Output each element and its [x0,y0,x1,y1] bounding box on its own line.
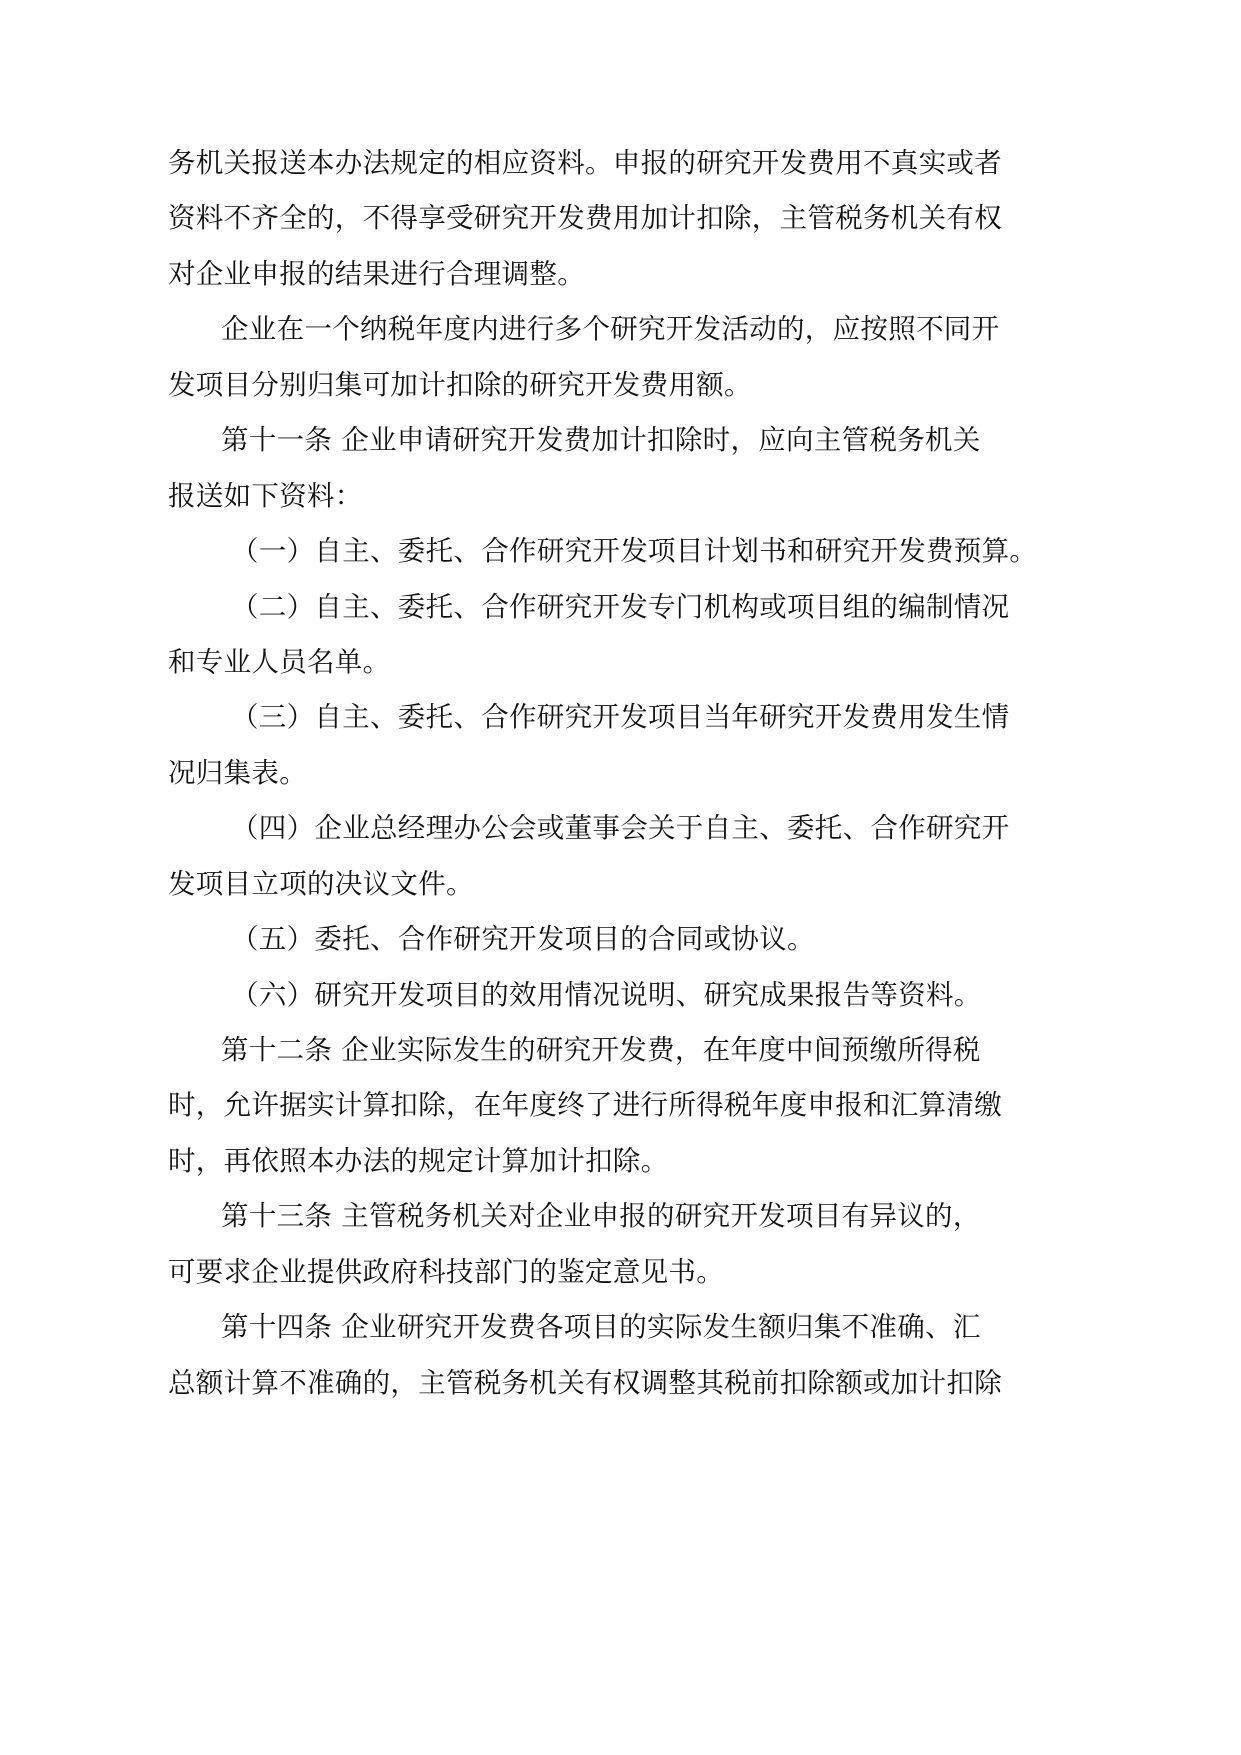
text-line: 报送如下资料： [168,479,363,512]
article-13-heading-line: 第十三条 主管税务机关对企业申报的研究开发项目有异议的， [221,1200,981,1233]
text-line: 发项目立项的决议文件。 [168,867,474,900]
list-item-5: （五）委托、合作研究开发项目的合同或协议。 [231,923,815,956]
article-12-heading-line: 第十二条 企业实际发生的研究开发费，在年度中间预缴所得税 [221,1034,981,1066]
text-line: 对企业申报的结果进行合理调整。 [168,257,585,290]
article-11-heading-line: 第十一条 企业申请研究开发费加计扣除时，应向主管税务机关 [221,424,981,457]
text-line: 和专业人员名单。 [168,645,391,678]
text-line: 可要求企业提供政府科技部门的鉴定意见书。 [168,1255,724,1288]
text-line: 资料不齐全的，不得享受研究开发费用加计扣除，主管税务机关有权 [168,202,1002,235]
text-line: 况归集表。 [168,756,307,789]
text-line: 时，允许据实计算扣除，在年度终了进行所得税年度申报和汇算清缴 [168,1089,1002,1122]
paragraph-start-line: 企业在一个纳税年度内进行多个研究开发活动的，应按照不同开 [221,313,1000,346]
text-line: 时，再依照本办法的规定计算加计扣除。 [168,1144,669,1177]
list-item-2: （二）自主、委托、合作研究开发专门机构或项目组的编制情况 [231,590,1010,623]
article-14-heading-line: 第十四条 企业研究开发费各项目的实际发生额归集不准确、汇 [221,1311,981,1344]
document-page [168,136,1038,1411]
list-item-6: （六）研究开发项目的效用情况说明、研究成果报告等资料。 [231,978,982,1011]
text-line: 务机关报送本办法规定的相应资料。申报的研究开发费用不真实或者 [168,147,1002,179]
list-item-4: （四）企业总经理办公会或董事会关于自主、委托、合作研究开 [231,812,1010,845]
list-item-3: （三）自主、委托、合作研究开发项目当年研究开发费用发生情 [231,701,1010,734]
text-line: 总额计算不准确的，主管税务机关有权调整其税前扣除额或加计扣除 [168,1366,1002,1399]
text-line: 发项目分别归集可加计扣除的研究开发费用额。 [168,368,752,401]
list-item-1: （一）自主、委托、合作研究开发项目计划书和研究开发费预算。 [231,535,1038,568]
